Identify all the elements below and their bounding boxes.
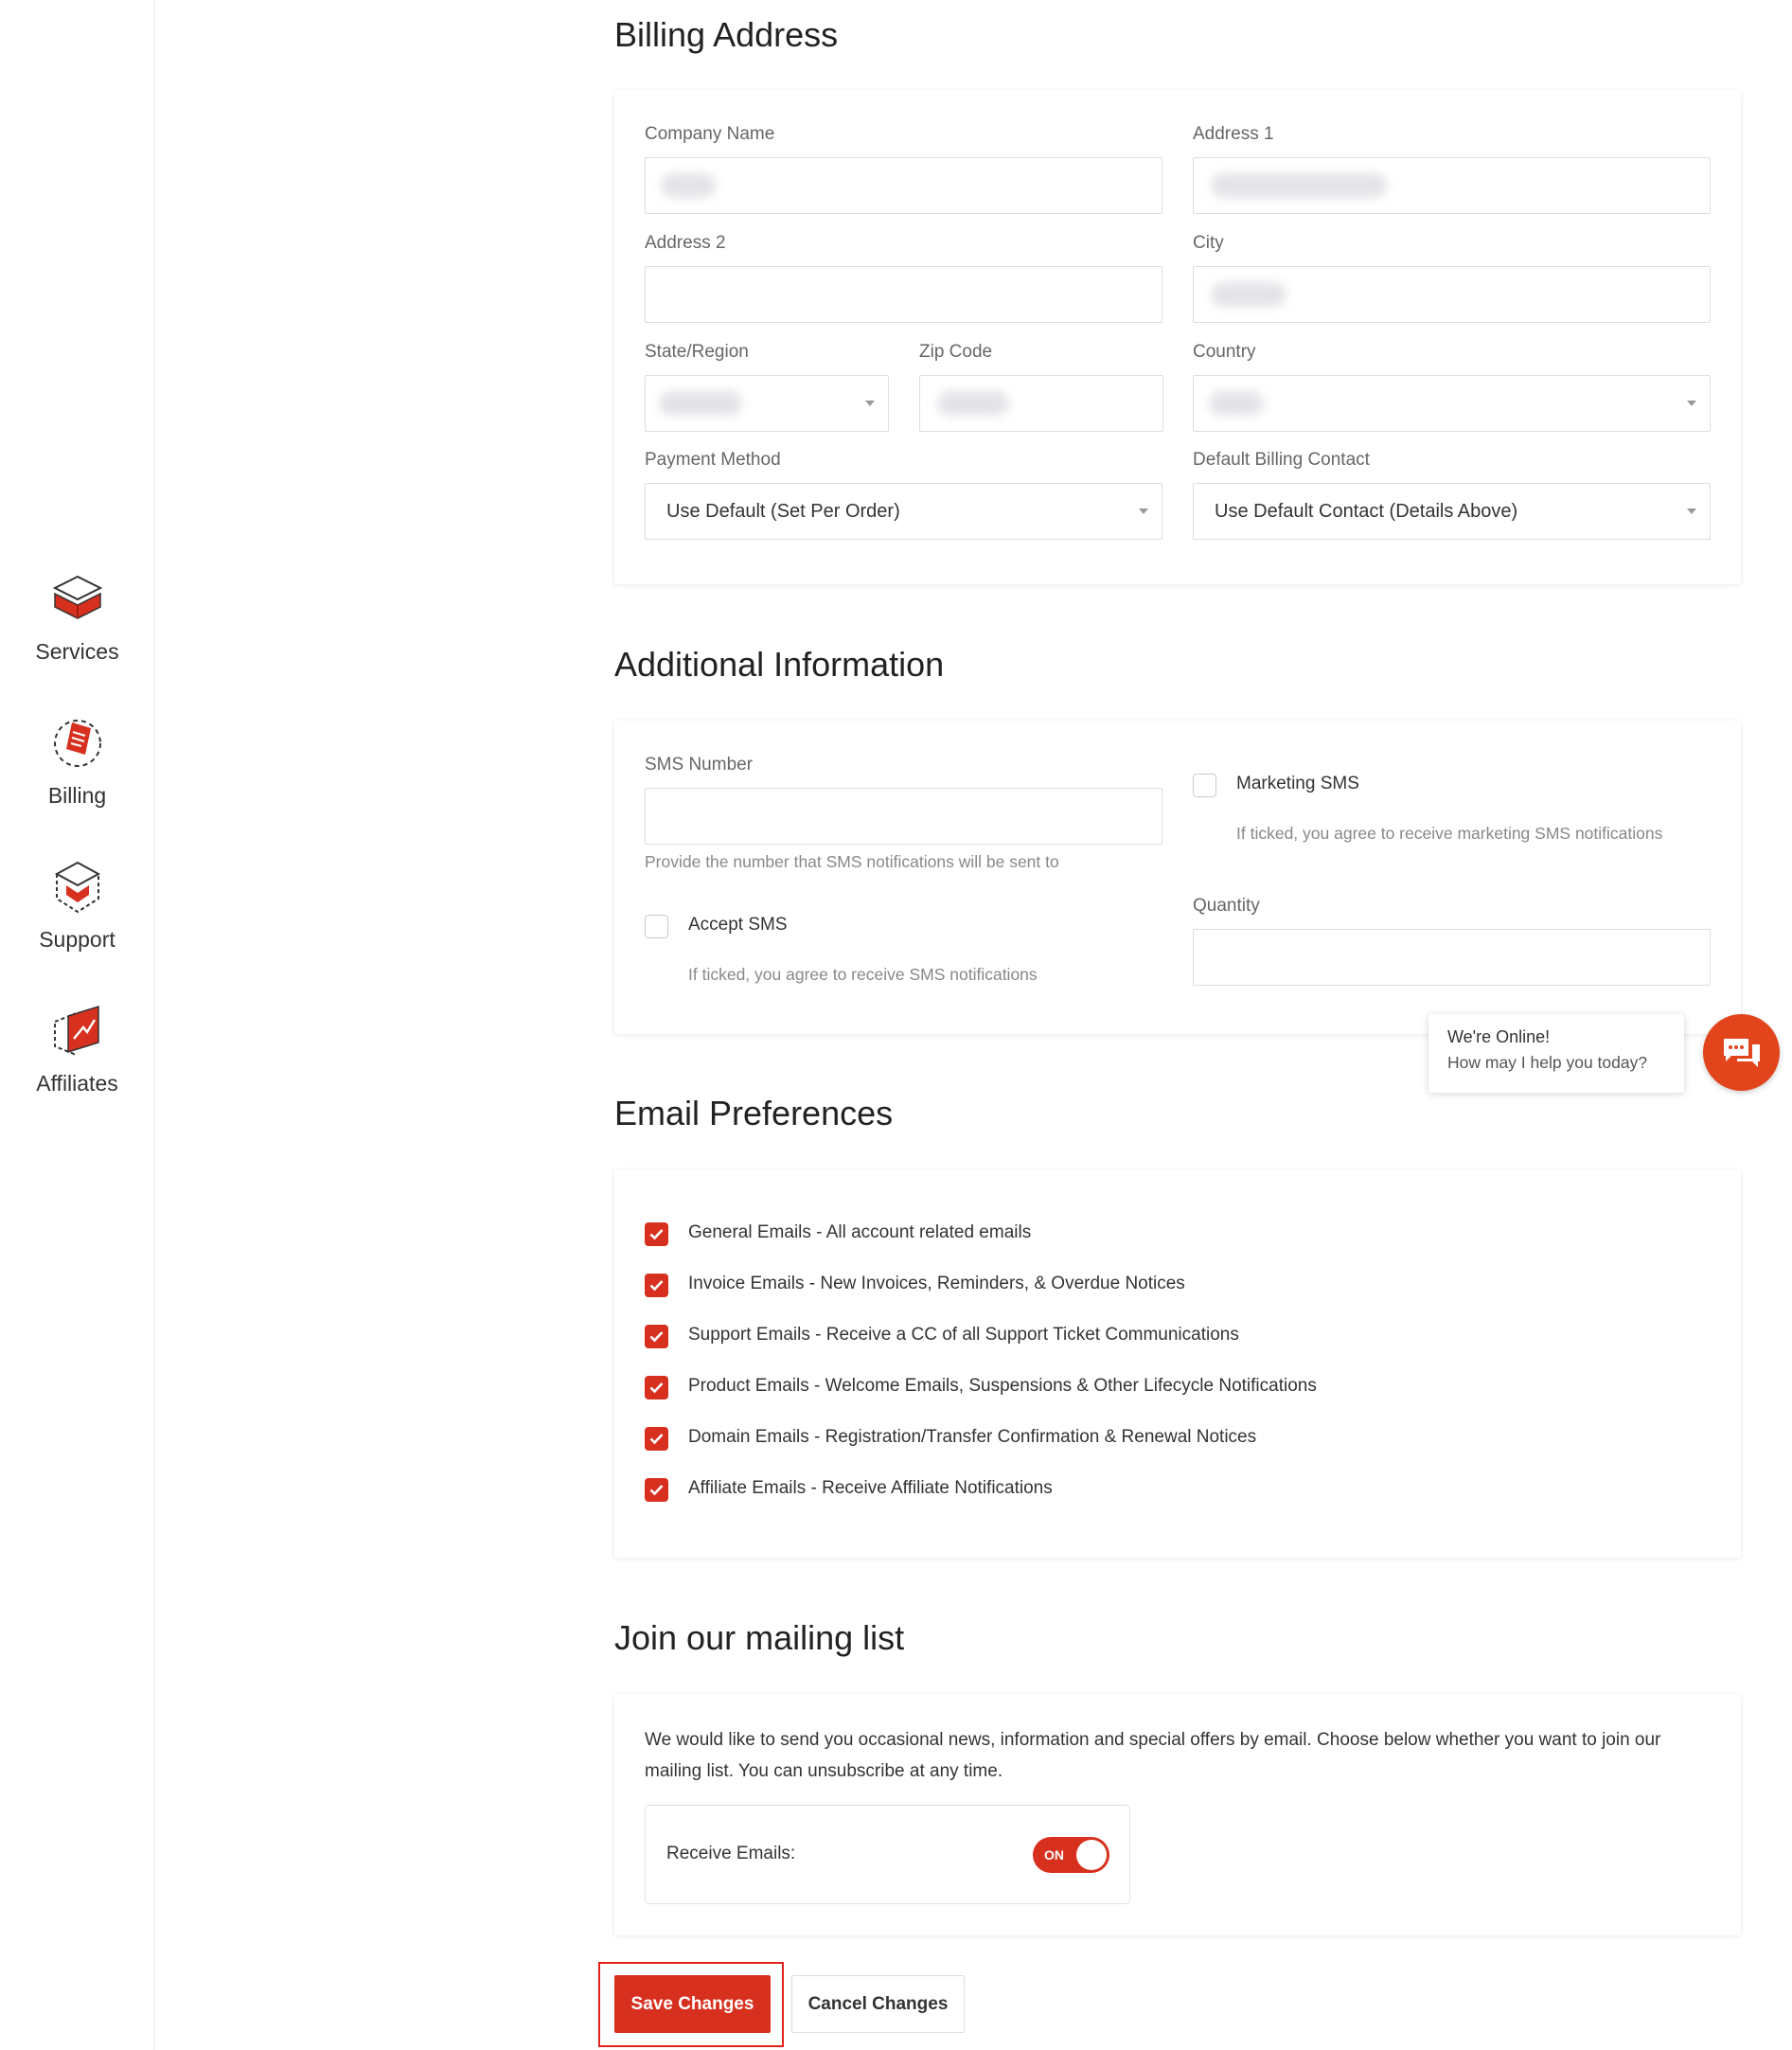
mailing-description: We would like to send you occasional news, information and special offers by email. Choose below whether you want to join our mailing list. You can unsubscribe at any time. — [645, 1730, 1661, 1781]
support-emails-checkbox[interactable] — [645, 1325, 668, 1348]
accept-sms-checkbox[interactable] — [645, 915, 668, 938]
chat-line-2: How may I help you today? — [1447, 1053, 1648, 1072]
sidebar-item-label: Affiliates — [36, 1071, 118, 1096]
sms-number-help: Provide the number that SMS notifications will be sent to — [645, 852, 1059, 871]
toggle-knob — [1076, 1840, 1107, 1870]
billing-contact-label: Default Billing Contact — [1193, 450, 1370, 470]
state-select[interactable] — [645, 375, 889, 432]
marketing-sms-help: If ticked, you agree to receive marketing SMS notifications — [1236, 824, 1663, 843]
sidebar-item-label: Services — [35, 639, 119, 664]
toggle-state-text: ON — [1044, 1847, 1064, 1863]
chevron-down-icon — [1687, 401, 1696, 406]
zip-field[interactable] — [919, 375, 1163, 432]
additional-section-title: Additional Information — [614, 645, 945, 684]
domain-emails-checkbox[interactable] — [645, 1427, 668, 1451]
state-label: State/Region — [645, 342, 749, 362]
product-emails-checkbox[interactable] — [645, 1376, 668, 1399]
sms-number-field[interactable] — [645, 788, 1162, 845]
check-icon — [649, 1279, 664, 1292]
receive-emails-toggle[interactable] — [1033, 1837, 1109, 1873]
company-name-field[interactable] — [645, 157, 1162, 214]
marketing-sms-checkbox[interactable] — [1193, 774, 1216, 797]
address2-field[interactable] — [645, 266, 1162, 323]
company-name-label: Company Name — [645, 124, 775, 144]
city-field[interactable] — [1193, 266, 1711, 323]
address1-field[interactable] — [1193, 157, 1711, 214]
sidebar-item-label: Billing — [47, 783, 107, 808]
check-icon — [649, 1433, 664, 1445]
accept-sms-label: Accept SMS — [688, 915, 788, 935]
receive-emails-label: Receive Emails: — [666, 1844, 796, 1863]
affiliate-emails-label: Affiliate Emails - Receive Affiliate Notifications — [688, 1478, 1053, 1498]
city-label: City — [1193, 233, 1224, 253]
save-changes-button[interactable]: Save Changes — [614, 1975, 771, 2033]
email-prefs-section-title: Email Preferences — [614, 1094, 894, 1132]
affiliate-emails-checkbox[interactable] — [645, 1478, 668, 1502]
general-emails-label: General Emails - All account related emails — [688, 1222, 1032, 1242]
domain-emails-label: Domain Emails - Registration/Transfer Confirmation & Renewal Notices — [688, 1427, 1257, 1447]
check-icon — [649, 1228, 664, 1240]
quantity-label: Quantity — [1193, 896, 1260, 916]
chat-line-1: We're Online! — [1447, 1027, 1551, 1046]
billing-section-title: Billing Address — [614, 15, 839, 54]
chat-button[interactable] — [1703, 1014, 1780, 1091]
additional-card — [614, 721, 1741, 1034]
check-icon — [649, 1484, 664, 1496]
sidebar-item-label: Support — [39, 927, 115, 952]
chevron-down-icon — [865, 401, 875, 406]
country-select[interactable] — [1193, 375, 1711, 432]
zip-label: Zip Code — [919, 342, 993, 362]
check-icon — [649, 1382, 664, 1394]
mailing-section-title: Join our mailing list — [614, 1618, 905, 1657]
chat-icon — [1703, 1014, 1780, 1091]
chat-bubble[interactable] — [1428, 1014, 1684, 1093]
marketing-sms-label: Marketing SMS — [1236, 774, 1359, 793]
support-emails-label: Support Emails - Receive a CC of all Support Ticket Communications — [688, 1325, 1239, 1345]
general-emails-checkbox[interactable] — [645, 1222, 668, 1246]
quantity-field[interactable] — [1193, 929, 1711, 986]
receive-emails-row — [645, 1805, 1130, 1904]
payment-method-label: Payment Method — [645, 450, 781, 470]
invoice-emails-checkbox[interactable] — [645, 1274, 668, 1297]
chevron-down-icon — [1139, 508, 1148, 514]
accept-sms-help: If ticked, you agree to receive SMS notifications — [688, 965, 1038, 984]
check-icon — [649, 1330, 664, 1343]
address2-label: Address 2 — [645, 233, 726, 253]
country-label: Country — [1193, 342, 1256, 362]
payment-method-select[interactable]: Use Default (Set Per Order) — [645, 483, 1162, 540]
billing-contact-select[interactable]: Use Default Contact (Details Above) — [1193, 483, 1711, 540]
chevron-down-icon — [1687, 508, 1696, 514]
address1-label: Address 1 — [1193, 124, 1274, 144]
cancel-changes-button[interactable]: Cancel Changes — [791, 1975, 965, 2033]
sms-number-label: SMS Number — [645, 755, 754, 775]
product-emails-label: Product Emails - Welcome Emails, Suspensions & Other Lifecycle Notifications — [688, 1376, 1317, 1396]
invoice-emails-label: Invoice Emails - New Invoices, Reminders, & Overdue Notices — [688, 1274, 1185, 1293]
